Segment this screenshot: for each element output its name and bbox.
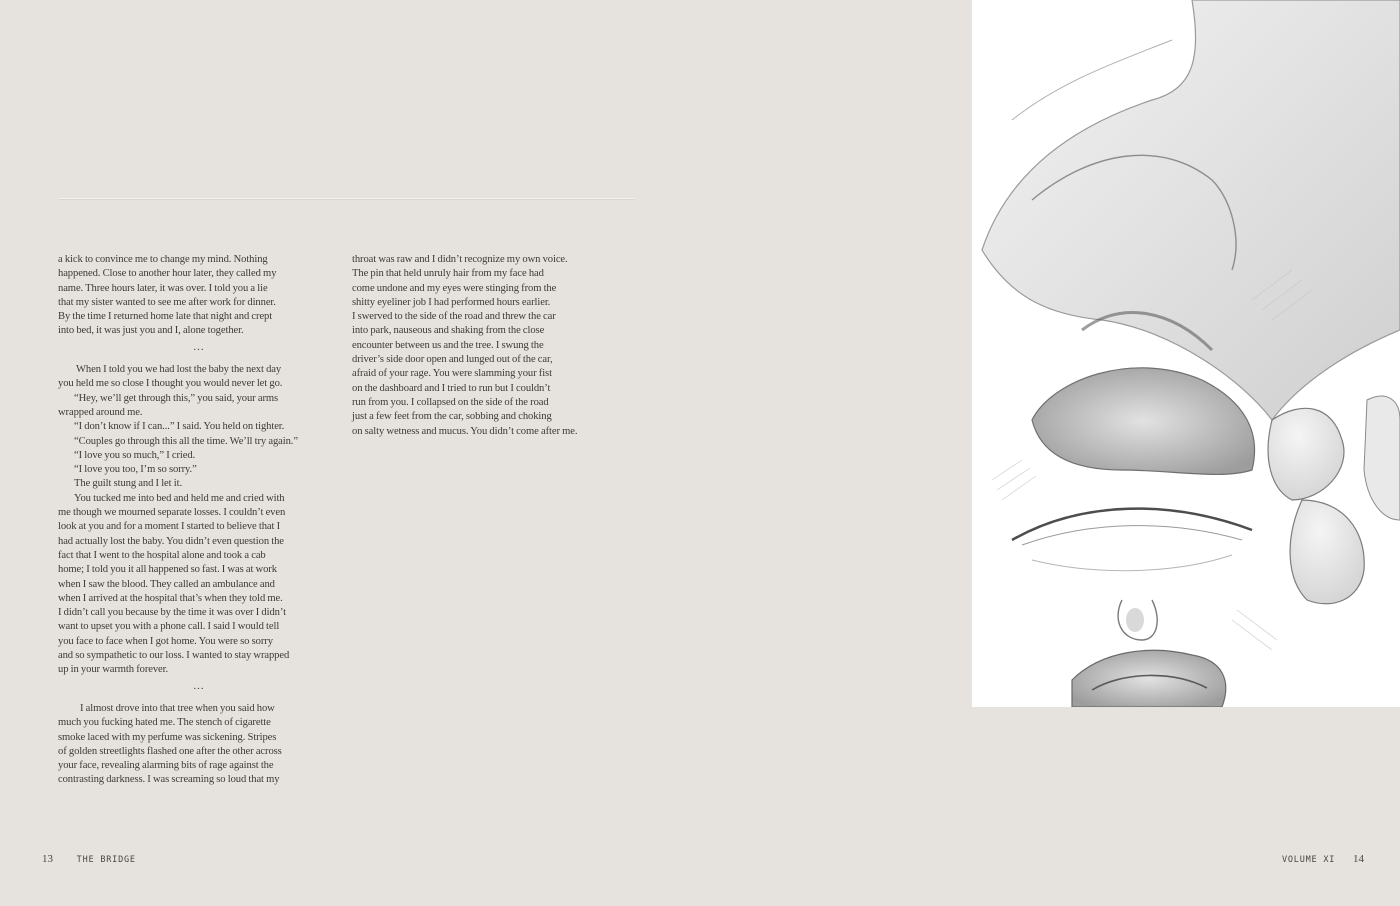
face-hand-drawing-icon: [972, 0, 1400, 707]
page-number-right: 14: [1353, 853, 1364, 865]
body-text-line: encounter between us and the tree. I swung the: [352, 339, 544, 351]
body-text-line: The guilt stung and I let it.: [74, 478, 182, 490]
body-text-line: contrasting darkness. I was screaming so loud that my: [58, 774, 280, 786]
body-text-line: wrapped around me.: [58, 406, 143, 418]
folio-right: [1282, 853, 1364, 865]
volume-label: VOLUME XI: [1281, 855, 1336, 865]
body-text-line: shitty eyeliner job I had performed hours earlier.: [352, 296, 551, 308]
body-text-line: into park, nauseous and shaking from the close: [352, 325, 545, 337]
body-text-line: fact that I went to the hospital alone and took a cab: [58, 549, 266, 561]
body-text-line: “Hey, we’ll get through this,” you said, your arms: [74, 392, 279, 404]
body-text-line: “I don’t know if I can...” I said. You held on tighter.: [74, 421, 285, 433]
body-text-line: I swerved to the side of the road and threw the car: [352, 311, 556, 323]
body-text-line: when I saw the blood. They called an ambulance and: [58, 578, 275, 590]
body-text-line: name. Three hours later, it was over. I told you a lie: [58, 282, 268, 294]
body-text-line: that my sister wanted to see me after work for dinner.: [58, 296, 276, 308]
body-text-line: much you fucking hated me. The stench of cigarette: [58, 717, 271, 729]
body-text-line: come undone and my eyes were stinging from the: [352, 282, 557, 294]
body-text-line: want to upset you with a phone call. I said I would tell: [58, 621, 280, 633]
body-text-line: You tucked me into bed and held me and cried with: [74, 492, 285, 504]
body-text-line: had actually lost the baby. You didn’t even question the: [58, 535, 284, 547]
section-divider-rule: [58, 198, 634, 199]
body-text-line: up in your warmth forever.: [58, 664, 169, 676]
page-number-left: 13: [42, 853, 53, 865]
body-text-line: your face, revealing alarming bits of rage against the: [58, 760, 274, 772]
body-text-line: I didn’t call you because by the time it was over I didn’t: [58, 607, 286, 619]
body-text-line: I almost drove into that tree when you said how: [80, 702, 275, 714]
body-text-line: you face to face when I got home. You were so sorry: [58, 635, 273, 647]
body-text-line: look at you and for a moment I started to believe that I: [58, 521, 281, 533]
body-text-line: The pin that held unruly hair from my face had: [352, 268, 544, 280]
body-text-line: home; I told you it all happened so fast. I was at work: [58, 564, 277, 576]
body-text-line: happened. Close to another hour later, they called my: [58, 268, 277, 280]
body-text-line: By the time I returned home late that night and crept: [58, 311, 273, 323]
body-text-line: afraid of your rage. You were slamming your fist: [352, 368, 552, 380]
body-text-line: “Couples go through this all the time. We’ll try again.”: [74, 435, 298, 447]
section-break-ellipsis: ...: [193, 680, 205, 692]
body-text-line: “I love you too, I’m so sorry.”: [74, 464, 197, 476]
body-text-line: a kick to convince me to change my mind. Nothing: [58, 254, 268, 265]
body-text-line: on salty wetness and mucus. You didn’t come after me.: [352, 425, 578, 437]
body-text-line: driver’s side door open and lunged out of the car,: [352, 354, 553, 366]
body-text-line: into bed, it was just you and I, alone together.: [58, 325, 244, 337]
body-text-line: just a few feet from the car, sobbing and choking: [352, 411, 552, 423]
text-column-right: [352, 253, 634, 439]
folio-left: [42, 853, 136, 865]
body-text-line: “I love you so much,” I cried.: [74, 449, 196, 461]
body-text-line: When I told you we had lost the baby the next day: [76, 364, 282, 376]
pencil-illustration: [972, 0, 1400, 707]
body-text-line: throat was raw and I didn’t recognize my own voice.: [352, 254, 568, 265]
body-text-line: you held me so close I thought you would never let go.: [58, 378, 283, 390]
body-text-line: and so sympathetic to our loss. I wanted to stay wrapped: [58, 650, 290, 662]
text-column-left: [58, 253, 340, 788]
body-text-line: when I arrived at the hospital that’s when they told me.: [58, 592, 283, 604]
body-text-line: on the dashboard and I tried to run but I couldn’t: [352, 382, 551, 394]
magazine-title: THE BRIDGE: [76, 855, 136, 865]
section-break-ellipsis: ...: [193, 341, 205, 353]
body-text-line: smoke laced with my perfume was sickening. Stripes: [58, 731, 277, 743]
body-text-line: of golden streetlights flashed one after the other across: [58, 745, 282, 757]
body-text-line: run from you. I collapsed on the side of the road: [352, 396, 549, 408]
body-text-line: me though we mourned separate losses. I couldn’t even: [58, 507, 286, 519]
